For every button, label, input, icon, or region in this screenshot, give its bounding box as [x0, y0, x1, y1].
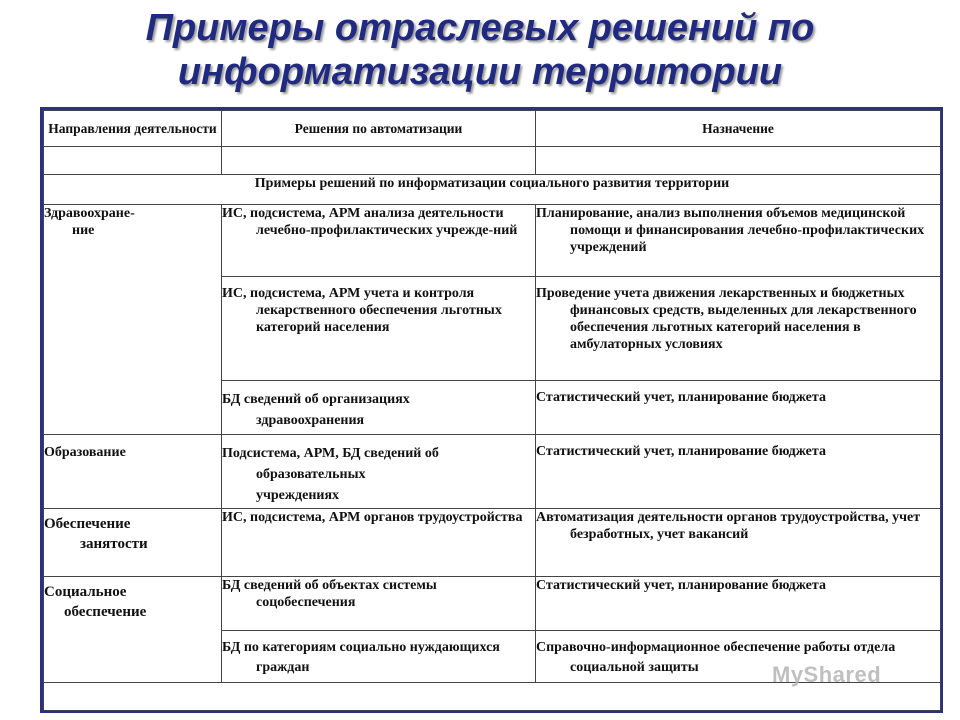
direction-employment: [44, 509, 222, 577]
social-purpose-1: Статистический учет, планирование бюджета: [536, 577, 941, 631]
table-row: [44, 205, 941, 277]
direction-employment-line1: Обеспечение: [44, 516, 131, 532]
health-solution-3-line2: здравоохранения: [256, 413, 365, 428]
header-purpose: Назначение: [536, 111, 941, 147]
health-solution-3: [222, 381, 536, 435]
slide-title-line1: Примеры отраслевых решений по: [145, 7, 815, 49]
empty-cell: [222, 147, 536, 175]
health-purpose-1: [536, 205, 941, 277]
direction-social: [44, 577, 222, 683]
employment-solution: [222, 509, 536, 577]
education-purpose: Статистический учет, планирование бюджета: [536, 435, 941, 509]
direction-education: Образование: [44, 435, 222, 509]
education-solution-line2: образовательных: [256, 467, 366, 482]
health-purpose-2-text: Проведение учета движения лекарственных и бюджетных финансовых средств, выделенных для лекарственного обеспечения льготных категорий населения в амбулаторных условиях: [536, 286, 917, 352]
social-solution-1-text: БД сведений об объектах системы соцобеспечения: [222, 578, 437, 610]
social-solution-1: [222, 577, 536, 631]
health-purpose-2: [536, 277, 941, 381]
direction-employment-line2: занятости: [80, 536, 148, 552]
empty-cell: [536, 147, 941, 175]
table-header-row: [44, 111, 941, 147]
section-title: Примеры решений по информатизации социального развития территории: [44, 175, 941, 205]
direction-health-line1: Здравоохране-: [44, 206, 135, 221]
table-row: [44, 435, 941, 509]
direction-social-line2: обеспечение: [64, 604, 147, 620]
header-directions: Направления деятельности: [44, 111, 222, 147]
social-solution-2-text: БД по категориям социально нуждающихся граждан: [222, 640, 500, 675]
health-purpose-3: Статистический учет, планирование бюджета: [536, 381, 941, 435]
header-solutions: Решения по автоматизации: [222, 111, 536, 147]
empty-cell: [44, 147, 222, 175]
health-solution-3-line1: БД сведений об организациях: [222, 392, 410, 407]
education-solution-line1: Подсистема, АРМ, БД сведений об: [222, 446, 439, 461]
slide-title: [0, 6, 960, 94]
employment-solution-text: ИС, подсистема, АРМ органов трудоустройства: [222, 510, 523, 525]
direction-health-line2: ние: [72, 223, 95, 238]
health-solution-2: [222, 277, 536, 381]
table-row: [44, 509, 941, 577]
watermark: MyShared: [772, 662, 882, 687]
education-solution: [222, 435, 536, 509]
direction-health: [44, 205, 222, 435]
social-purpose-2-text: Справочно-информационное обеспечение работы отдела социальной защиты: [536, 640, 896, 675]
empty-row: [44, 147, 941, 175]
health-solution-1-text: ИС, подсистема, АРМ анализа деятельности лечебно-профилактических учрежде-ний: [222, 206, 518, 238]
direction-social-line1: Социальное: [44, 584, 127, 600]
education-solution-line3: учреждениях: [256, 488, 340, 503]
health-solution-1: [222, 205, 536, 277]
health-solution-2-text: ИС, подсистема, АРМ учета и контроля лекарственного обеспечения льготных категорий населения: [222, 286, 502, 335]
solutions-table: [43, 110, 941, 711]
section-row: [44, 175, 941, 205]
employment-purpose-text: Автоматизация деятельности органов трудоустройства, учет безработных, учет вакансий: [536, 510, 921, 542]
slide-title-line2: информатизации территории: [177, 51, 783, 93]
social-solution-2: [222, 631, 536, 683]
table-row: [44, 577, 941, 631]
health-purpose-1-text: Планирование, анализ выполнения объемов медицинской помощи и финансирования лечебно-профилактических учреждений: [536, 206, 925, 255]
employment-purpose: [536, 509, 941, 577]
